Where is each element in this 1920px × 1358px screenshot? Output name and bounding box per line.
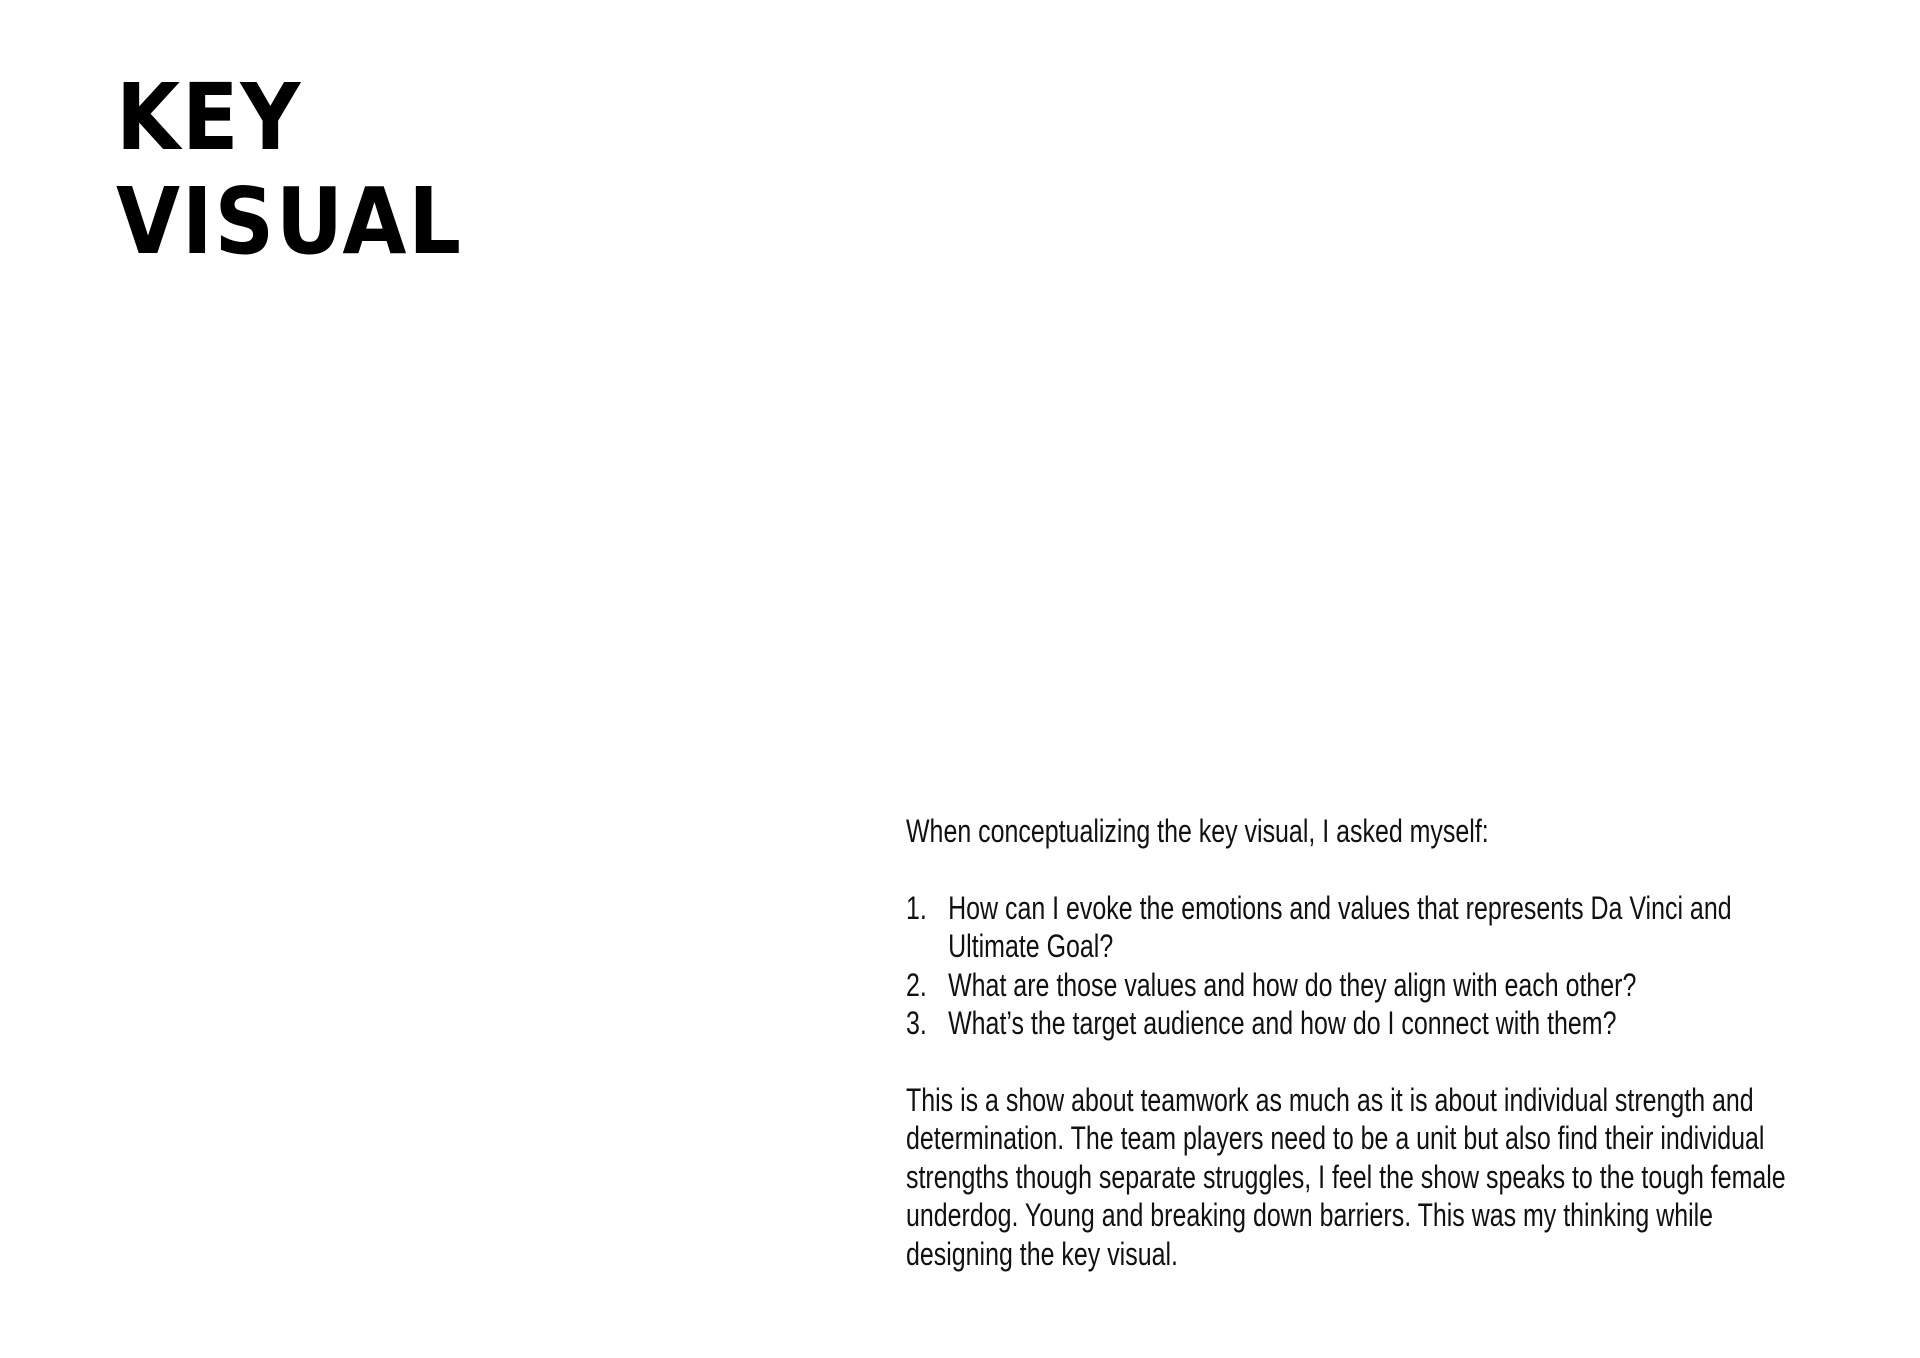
page-title-line-2: VISUAL [116, 168, 463, 275]
question-item [906, 1004, 1806, 1043]
question-text: What are those values and how do they align with each other? [948, 966, 1637, 1003]
question-number: 1. [906, 889, 927, 926]
question-item [906, 966, 1806, 1005]
description-paragraph: This is a show about teamwork as much as it is about individual strength and determination. The team players need to be a unit but also find their individual strengths though separate struggles, I feel the show speaks to the tough female underdog. Young and breaking down barriers. This was my thinking while designing the key visual. [906, 1081, 1786, 1272]
page-title [116, 66, 463, 274]
question-number: 2. [906, 966, 927, 1003]
question-text: What’s the target audience and how do I connect with them? [948, 1005, 1617, 1041]
body-text-block [906, 812, 1806, 1273]
intro-text: When conceptualizing the key visual, I asked myself: [906, 813, 1489, 849]
question-number: 3. [906, 1005, 927, 1041]
body-text-inner [906, 812, 1806, 1273]
question-text: How can I evoke the emotions and values that represents Da Vinci and Ultimate Goal? [948, 889, 1732, 964]
page-title-line-1: KEY [116, 64, 303, 171]
question-list [906, 889, 1806, 1043]
question-item [906, 889, 1806, 966]
